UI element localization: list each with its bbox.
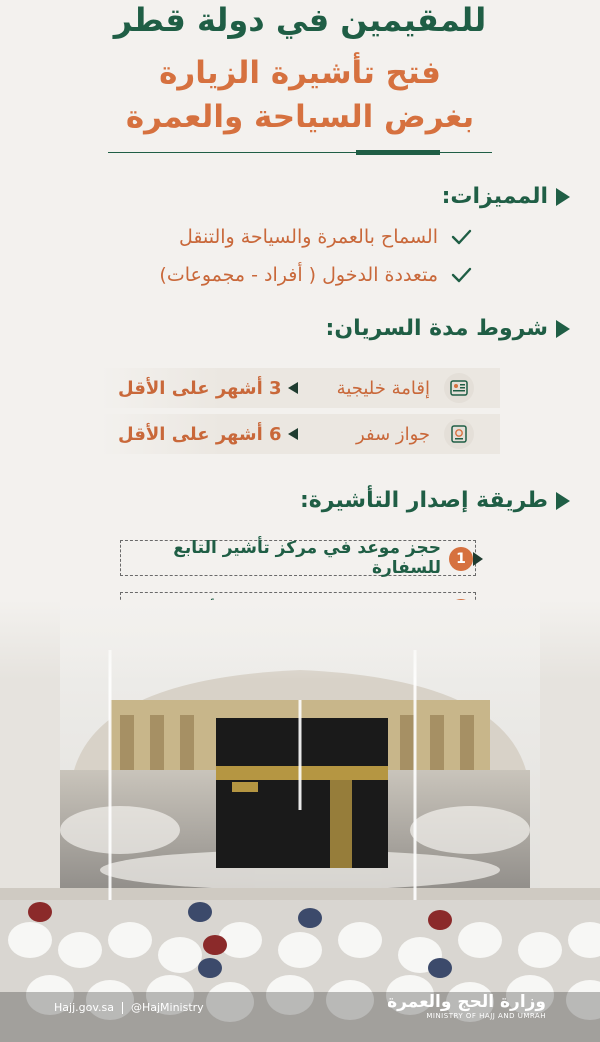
document-label: إقامة خليجية xyxy=(336,377,430,399)
checkmark-icon xyxy=(450,226,472,248)
kaaba-photo xyxy=(0,600,600,1042)
triangle-pointer-icon xyxy=(473,552,483,566)
ministry-name-en: MINISTRY OF HAJJ AND UMRAH xyxy=(426,1012,546,1020)
residence-card-icon xyxy=(444,373,474,403)
header-divider-accent xyxy=(356,150,440,155)
passport-icon xyxy=(444,419,474,449)
website-link[interactable]: Hajj.gov.sa xyxy=(54,1001,114,1014)
triangle-bullet-icon xyxy=(556,492,570,510)
validity-row xyxy=(100,368,500,408)
validity-duration: 3 أشهر على الأقل xyxy=(118,377,282,399)
features-heading-text: المميزات: xyxy=(441,184,548,209)
validity-heading-text: شروط مدة السريان: xyxy=(325,316,548,341)
triangle-bullet-icon xyxy=(556,320,570,338)
features-heading xyxy=(442,184,570,209)
photo-top-fade xyxy=(0,600,600,680)
title-tourism-umrah: بغرض السياحة والعمرة xyxy=(125,99,475,135)
steps-heading xyxy=(300,488,570,513)
feature-text: متعددة الدخول ( أفراد - مجموعات) xyxy=(159,264,438,286)
triangle-bullet-icon xyxy=(556,188,570,206)
title-residents-qatar: للمقيمين في دولة قطر xyxy=(113,1,487,39)
title-visit-visa: فتح تأشيرة الزيارة xyxy=(159,55,441,91)
validity-heading xyxy=(326,316,570,341)
feature-item xyxy=(159,264,472,286)
social-handle[interactable]: @HajMinistry xyxy=(130,1001,204,1014)
document-label: جواز سفر xyxy=(356,423,430,445)
steps-heading-text: طريقة إصدار التأشيرة: xyxy=(299,488,548,513)
validity-row xyxy=(100,414,500,454)
step-text: حجز موعد في مركز تأشير التابع للسفارة xyxy=(173,538,441,578)
separator xyxy=(122,1002,123,1014)
ministry-logo xyxy=(387,992,546,1020)
feature-item xyxy=(179,226,472,248)
feature-text: السماح بالعمرة والسياحة والتنقل xyxy=(179,226,438,248)
footer-social xyxy=(54,1001,204,1014)
validity-duration: 6 أشهر على الأقل xyxy=(118,423,282,445)
step-number: 1 xyxy=(449,547,473,571)
ministry-name-ar: وزارة الحج والعمرة xyxy=(387,992,546,1012)
step-item xyxy=(120,540,476,576)
arrow-left-icon xyxy=(288,382,298,394)
checkmark-icon xyxy=(450,264,472,286)
arrow-left-icon xyxy=(288,428,298,440)
